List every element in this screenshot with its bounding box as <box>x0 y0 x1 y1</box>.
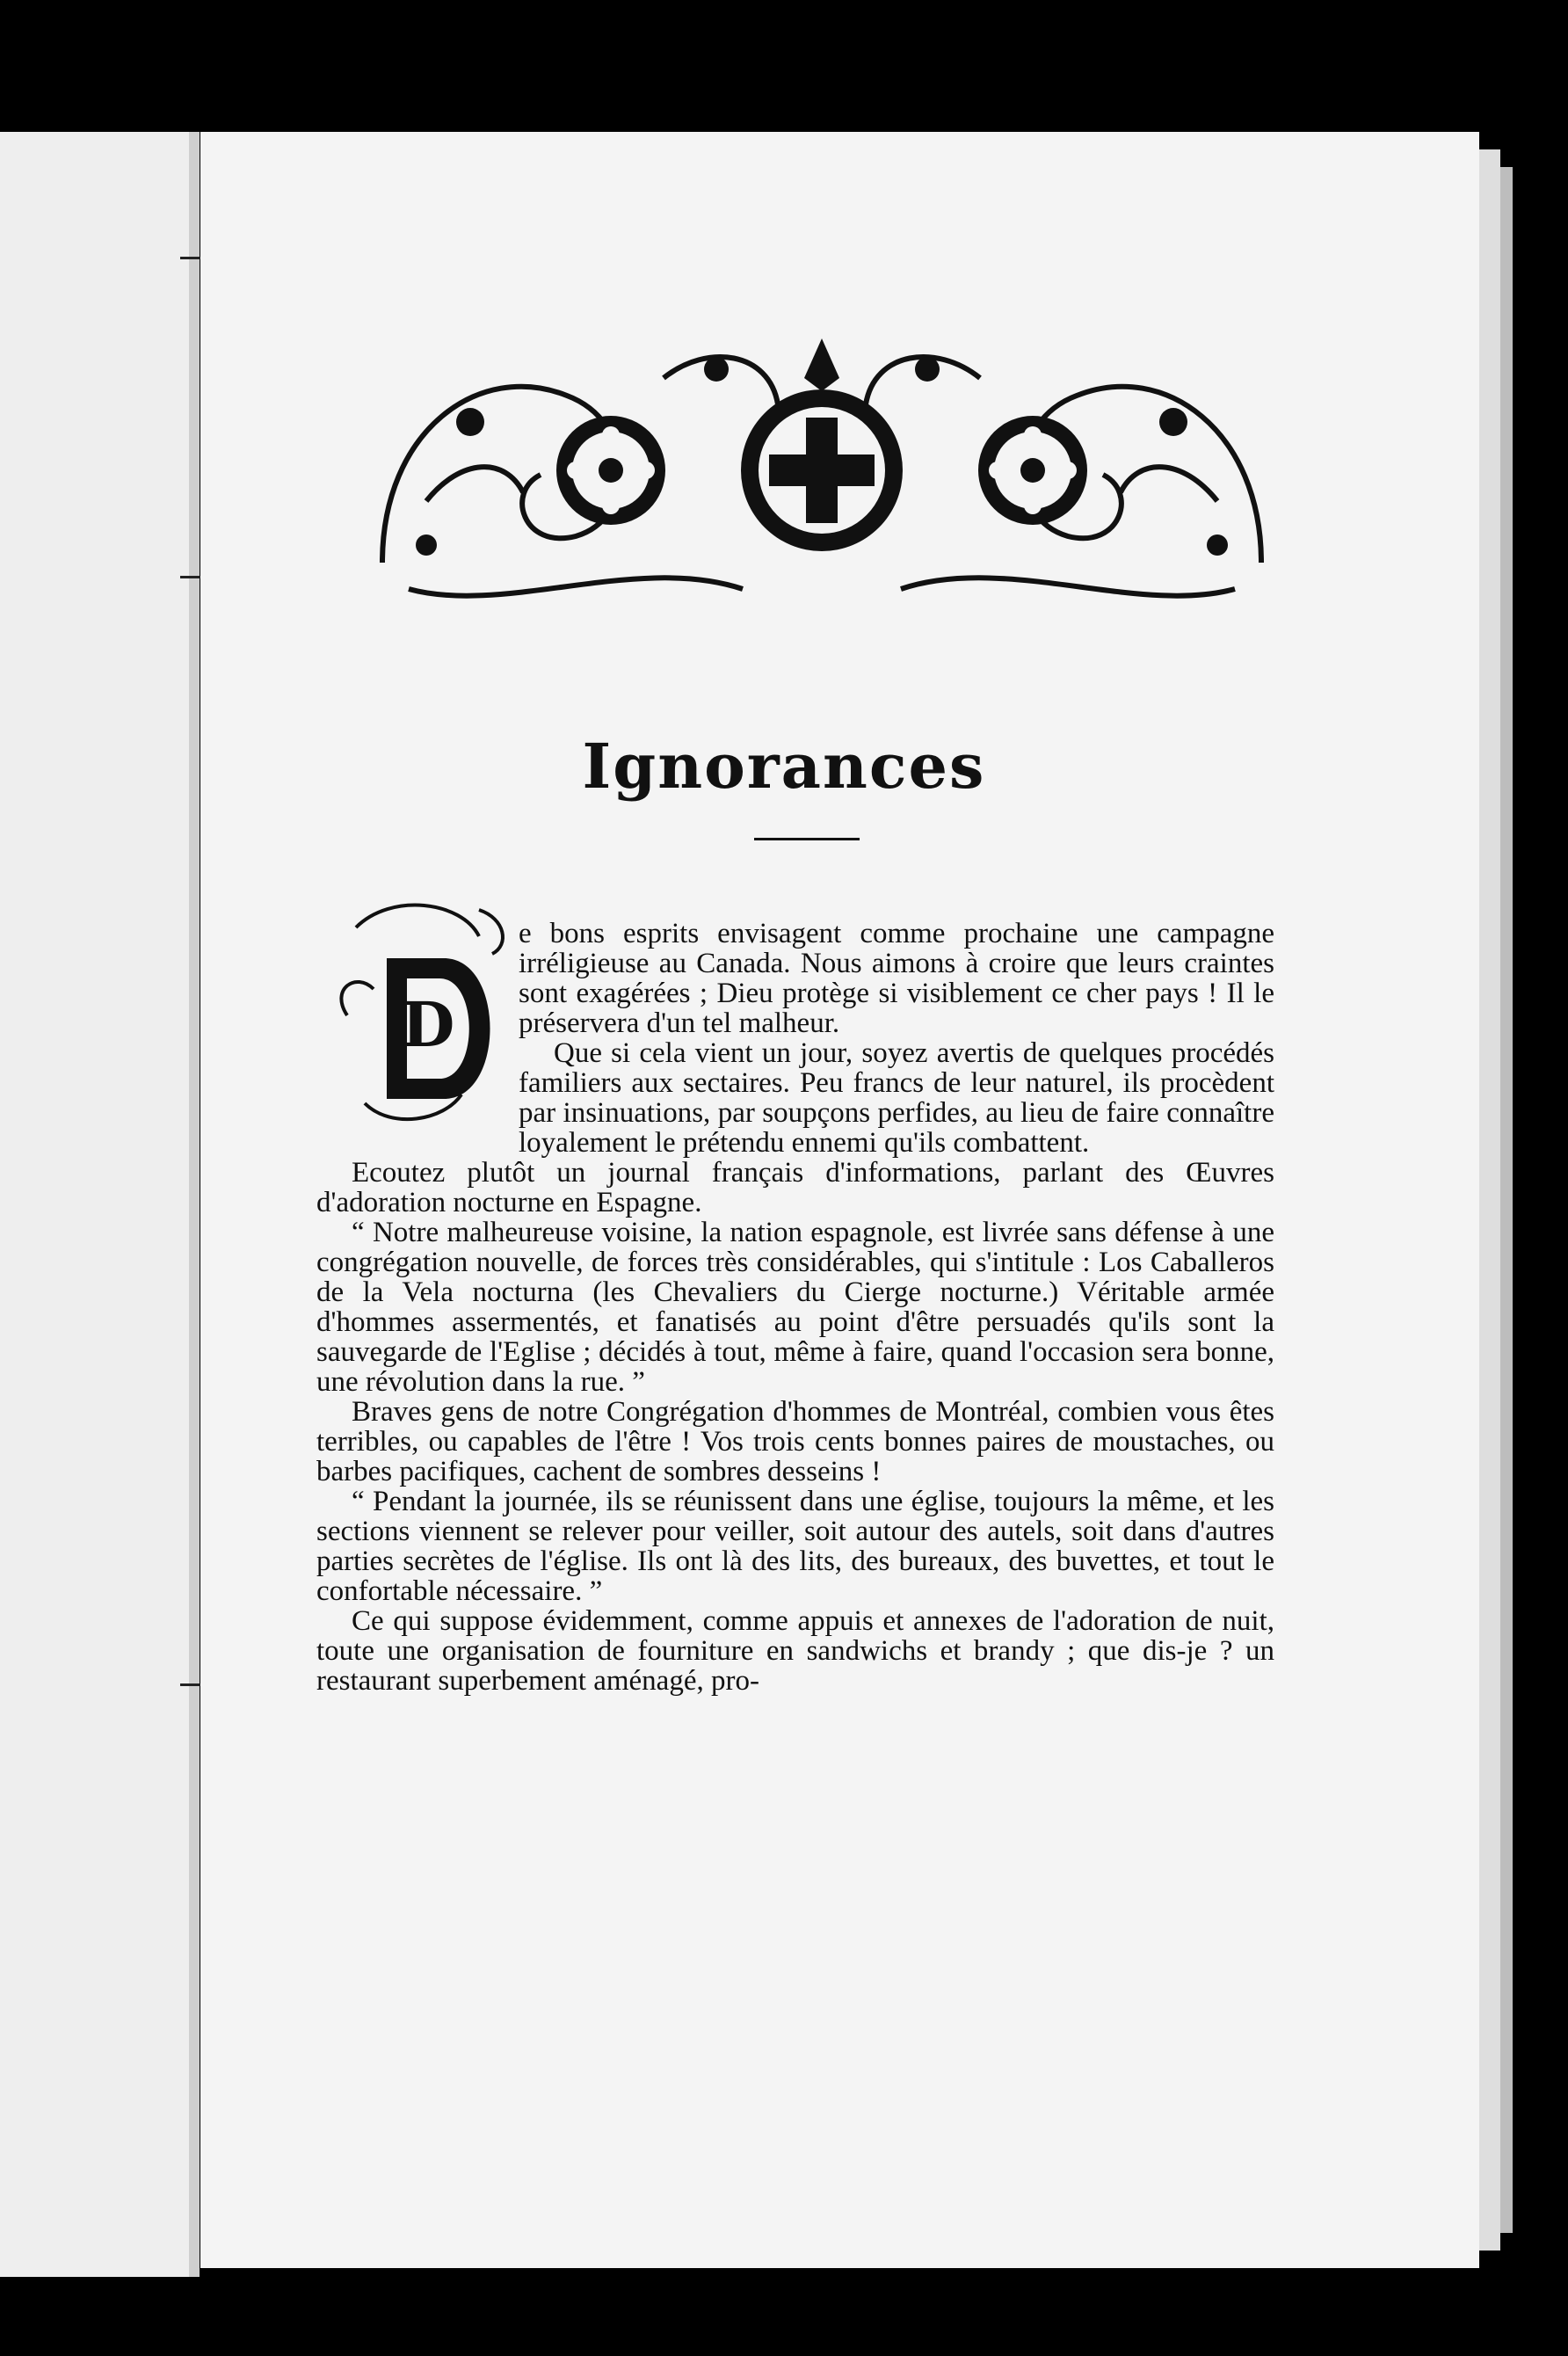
paragraph: Braves gens de notre Congrégation d'hommes de Montréal, combien vous êtes terribles, ou capables de l'être ! Vos trois cents bonnes paires de moustaches, ou barbes pacifiques, cachent de sombres desseins ! <box>316 1396 1274 1487</box>
chapter-title: Ignorances <box>582 730 986 803</box>
body-text <box>316 919 1274 1696</box>
paragraph: Que si cela vient un jour, soyez avertis de quelques procédés familiers aux sectaires. Peu francs de leur naturel, ils procèdent par insinuations, par soupçons perfides, au lieu de faire connaître loyalement le prétendu ennemi qu'ils combattent. <box>519 1037 1274 1159</box>
paragraph: Ecoutez plutôt un journal français d'informations, parlant des Œuvres d'adoration nocturne en Espagne. <box>316 1157 1274 1218</box>
page-edges <box>1479 149 1500 2251</box>
book-spine <box>189 132 200 2277</box>
ornamental-headpiece <box>374 325 1270 611</box>
paragraph: “ Notre malheureuse voisine, la nation espagnole, est livrée sans défense à une congrégation nouvelle, de forces très considérables, qui s'intitule : Los Caballeros de la Vela nocturna (les Chevaliers du Cierge nocturne.) Véritable armée d'hommes assermentés, et fanatisés au point d'être persuadés qu'ils sont la sauvegarde de l'Eglise ; décidés à tout, même à faire, quand l'occasion sera bonne, une révolution dans la rue. ” <box>316 1217 1274 1398</box>
page-edges <box>1500 167 1513 2233</box>
drop-cap-letter: D <box>401 988 455 1061</box>
paragraph: e bons esprits envisagent comme prochaine une campagne irréligieuse au Canada. Nous aimons à croire que leurs craintes sont exagérées ; Dieu protège si visiblement ce cher pays ! Il le préservera d'un tel malheur. <box>519 918 1274 1039</box>
paragraph: Ce qui suppose évidemment, comme appuis et annexes de l'adoration de nuit, toute une organisation de fourniture en sandwichs et brandy ; que dis-je ? un restaurant superbement aménagé, pro- <box>316 1605 1274 1697</box>
facing-page <box>0 132 195 2277</box>
paragraph: “ Pendant la journée, ils se réunissent dans une église, toujours la même, et les sections viennent se relever pour veiller, soit autour des autels, soit dans d'autres parties secrètes de l'église. Ils ont là des lits, des bureaux, des buvettes, et tout le confortable nécessaire. ” <box>316 1486 1274 1607</box>
title-rule <box>754 838 860 840</box>
